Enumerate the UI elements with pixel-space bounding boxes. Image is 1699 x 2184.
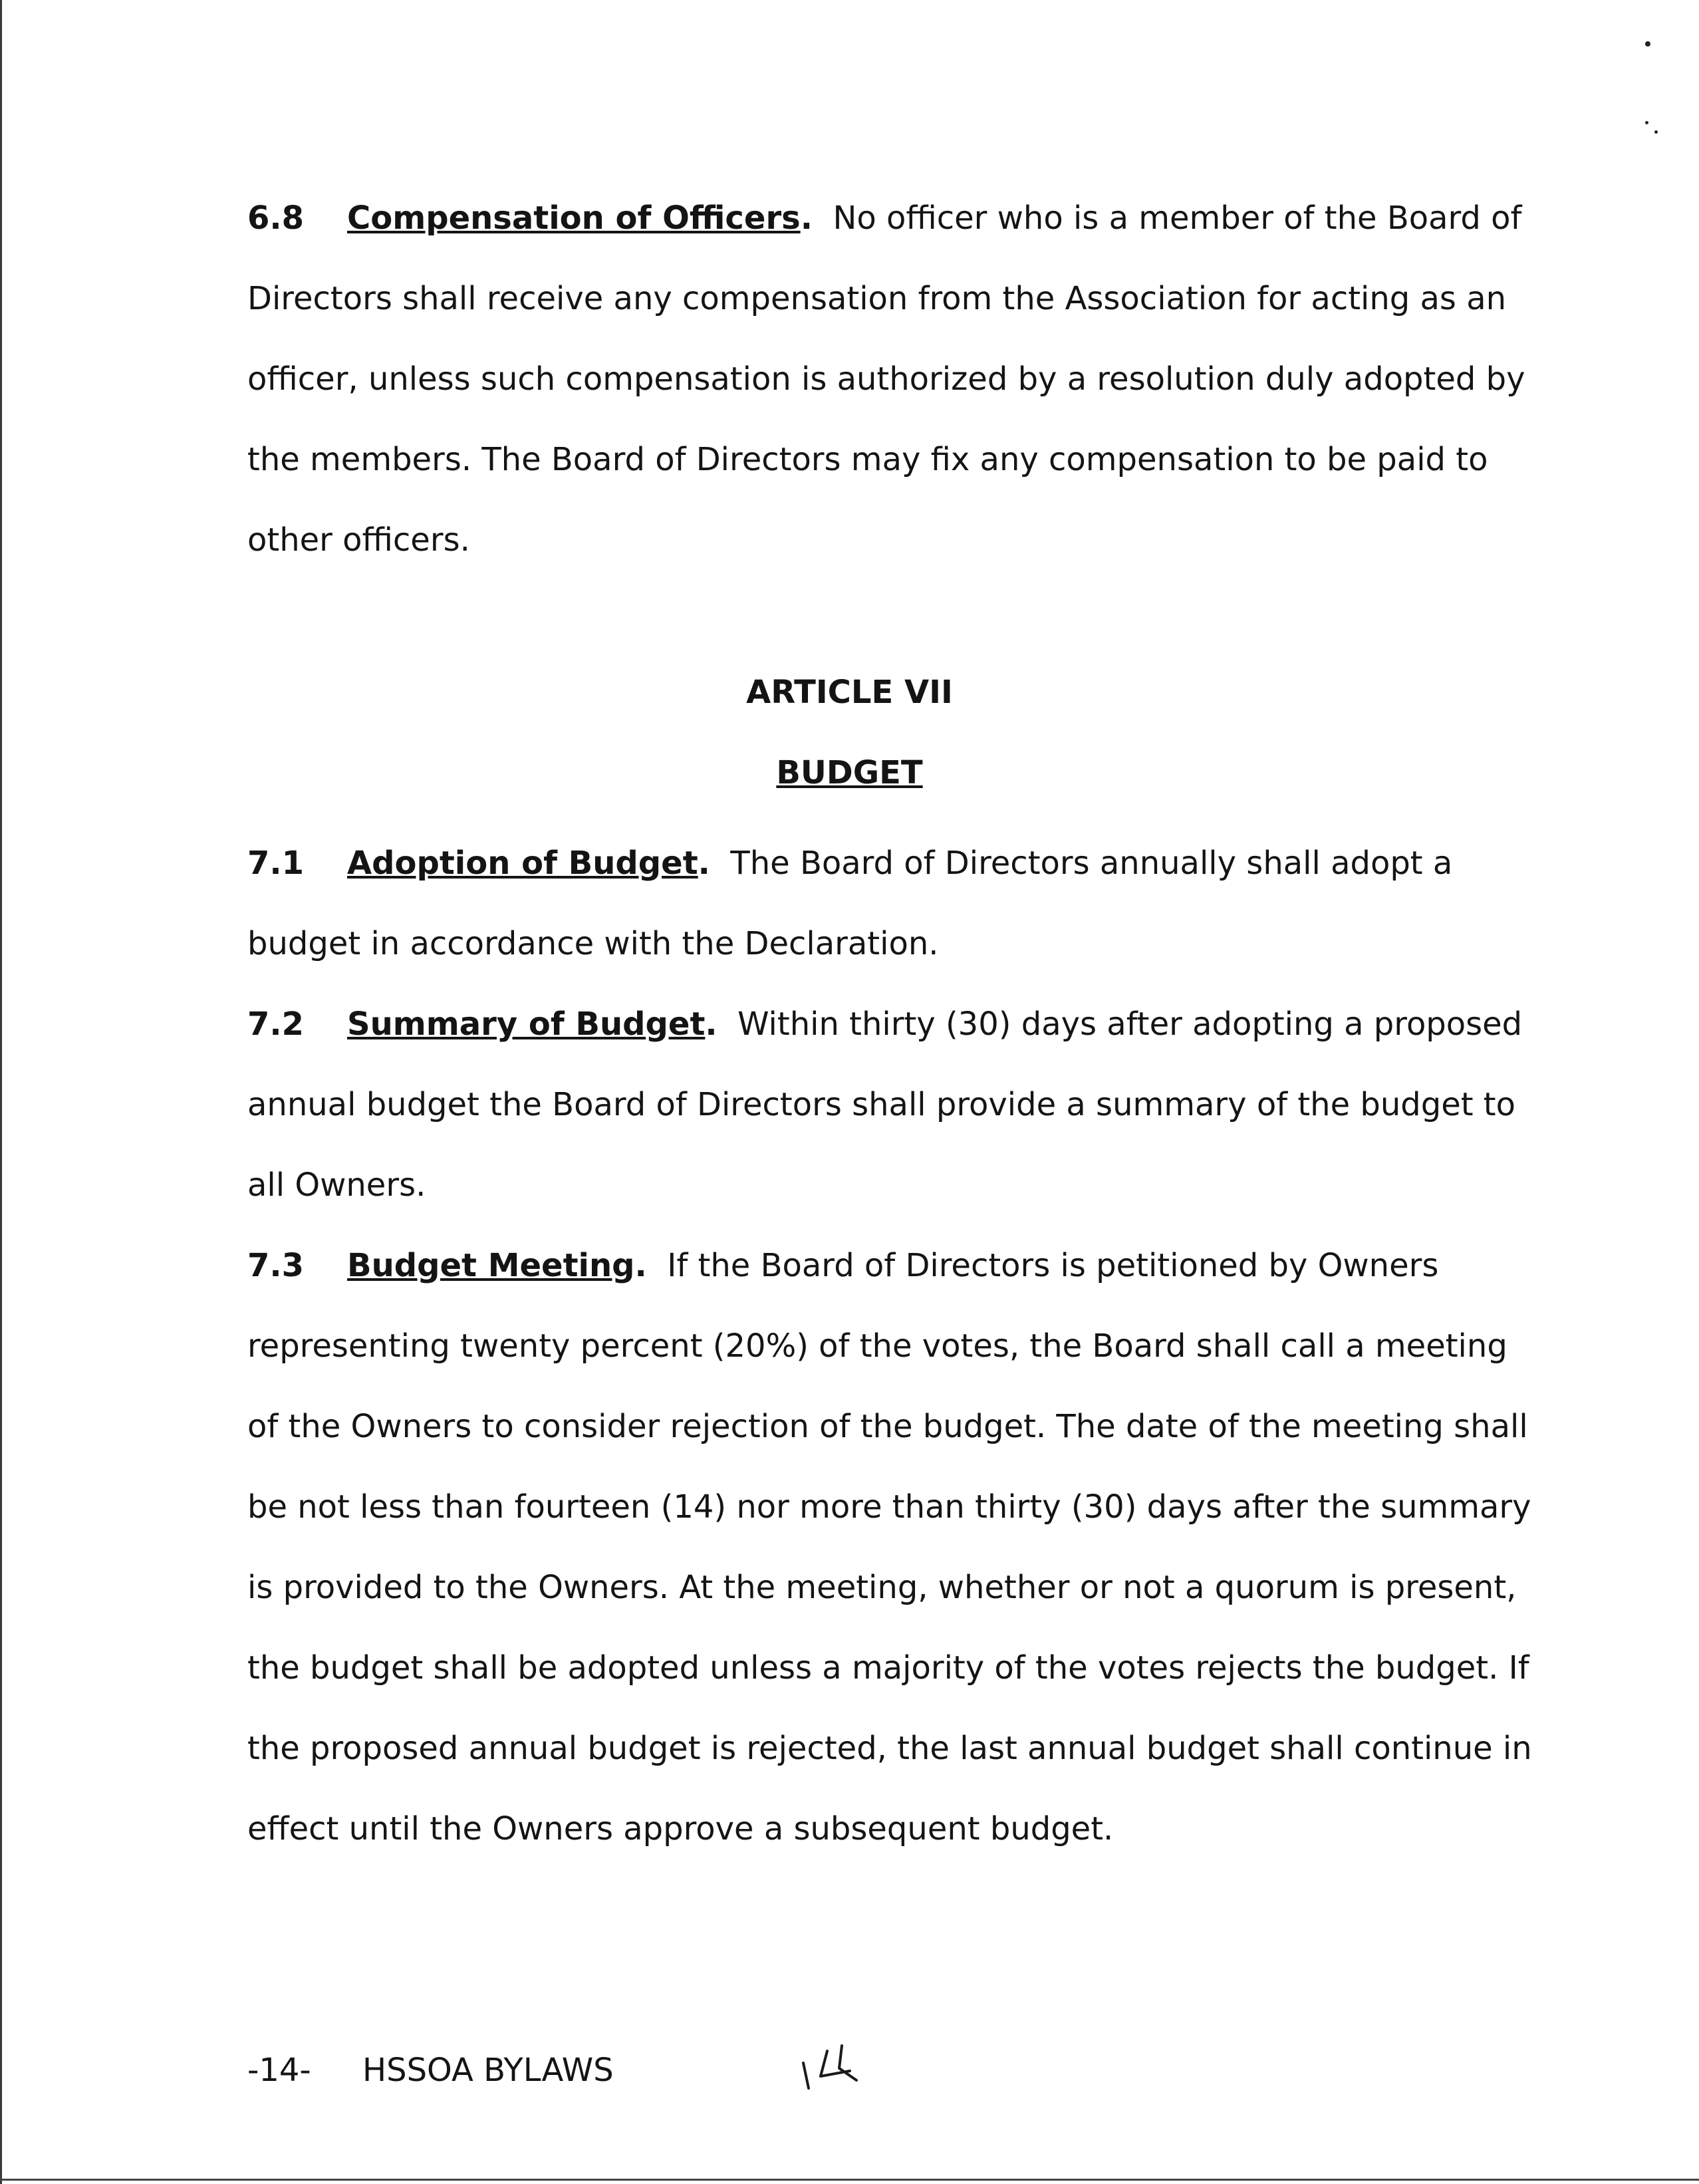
footer-document-title: HSSOA BYLAWS — [362, 2052, 614, 2089]
section-number: 6.8 — [247, 200, 305, 237]
scan-speck — [1645, 121, 1648, 124]
handwritten-page-number — [797, 2042, 870, 2115]
section-text-line: If the Board of Directors is petitioned by Owners — [667, 1247, 1439, 1284]
section-7-3 — [247, 1226, 1532, 1869]
section-text-line: effect until the Owners approve a subsequent budget. — [247, 1810, 1114, 1847]
section-text-line: officer, unless such compensation is authorized by a resolution duly adopted by — [247, 360, 1525, 398]
article-title: ARTICLE VII — [746, 674, 953, 711]
section-number: 7.1 — [247, 845, 305, 882]
section-text-line: other officers. — [247, 521, 470, 559]
section-7-3-first-line: 7.3 Budget Meeting. If the Board of Directors is petitioned by Owners — [247, 1226, 1464, 1306]
section-6-8 — [247, 178, 1525, 581]
section-number: 7.2 — [247, 1006, 305, 1043]
section-text-line: all Owners. — [247, 1166, 426, 1204]
section-heading: Adoption of Budget — [347, 845, 698, 882]
section-text-line: No officer who is a member of the Board of — [833, 200, 1522, 237]
footer-page-number: -14- — [247, 2052, 311, 2089]
section-heading: Compensation of Officers — [347, 200, 801, 237]
section-number: 7.3 — [247, 1247, 305, 1284]
section-heading: Summary of Budget — [347, 1006, 706, 1043]
section-heading: Budget Meeting — [347, 1247, 635, 1284]
section-7-2-first-line: 7.2 Summary of Budget. Within thirty (30) days after adopting a proposed — [247, 984, 1464, 1065]
section-text-line: Directors shall receive any compensation from the Association for acting as an — [247, 280, 1507, 317]
section-7-2 — [247, 984, 1523, 1226]
section-text-line: annual budget the Board of Directors shall provide a summary of the budget to — [247, 1086, 1515, 1123]
article-subtitle: BUDGET — [776, 754, 923, 791]
section-text-line: Within thirty (30) days after adopting a proposed — [737, 1006, 1523, 1043]
scan-speck — [1645, 41, 1650, 47]
section-text-line: the proposed annual budget is rejected, the last annual budget shall continue in — [247, 1730, 1532, 1767]
section-text-line: the members. The Board of Directors may fix any compensation to be paid to — [247, 441, 1488, 478]
section-text-line: the budget shall be adopted unless a majority of the votes rejects the budget. If — [247, 1649, 1529, 1687]
page-edge-bottom — [0, 2179, 1699, 2181]
section-text-line: budget in accordance with the Declaration. — [247, 925, 939, 962]
section-7-1-first-line: 7.1 Adoption of Budget. The Board of Directors annually shall adopt a — [247, 823, 1464, 904]
section-text-line: be not less than fourteen (14) nor more than thirty (30) days after the summary — [247, 1488, 1531, 1526]
page-edge-left — [0, 0, 2, 2184]
section-6-8-first-line: 6.8 Compensation of Officers. No officer who is a member of the Board of — [247, 178, 1464, 259]
section-text-line: The Board of Directors annually shall adopt a — [730, 845, 1453, 882]
scan-speck — [1654, 130, 1658, 134]
section-text-line: is provided to the Owners. At the meeting, whether or not a quorum is present, — [247, 1569, 1517, 1606]
section-7-1 — [247, 823, 1464, 984]
section-text-line: of the Owners to consider rejection of the budget. The date of the meeting shall — [247, 1408, 1528, 1445]
section-text-line: representing twenty percent (20%) of the votes, the Board shall call a meeting — [247, 1327, 1507, 1365]
